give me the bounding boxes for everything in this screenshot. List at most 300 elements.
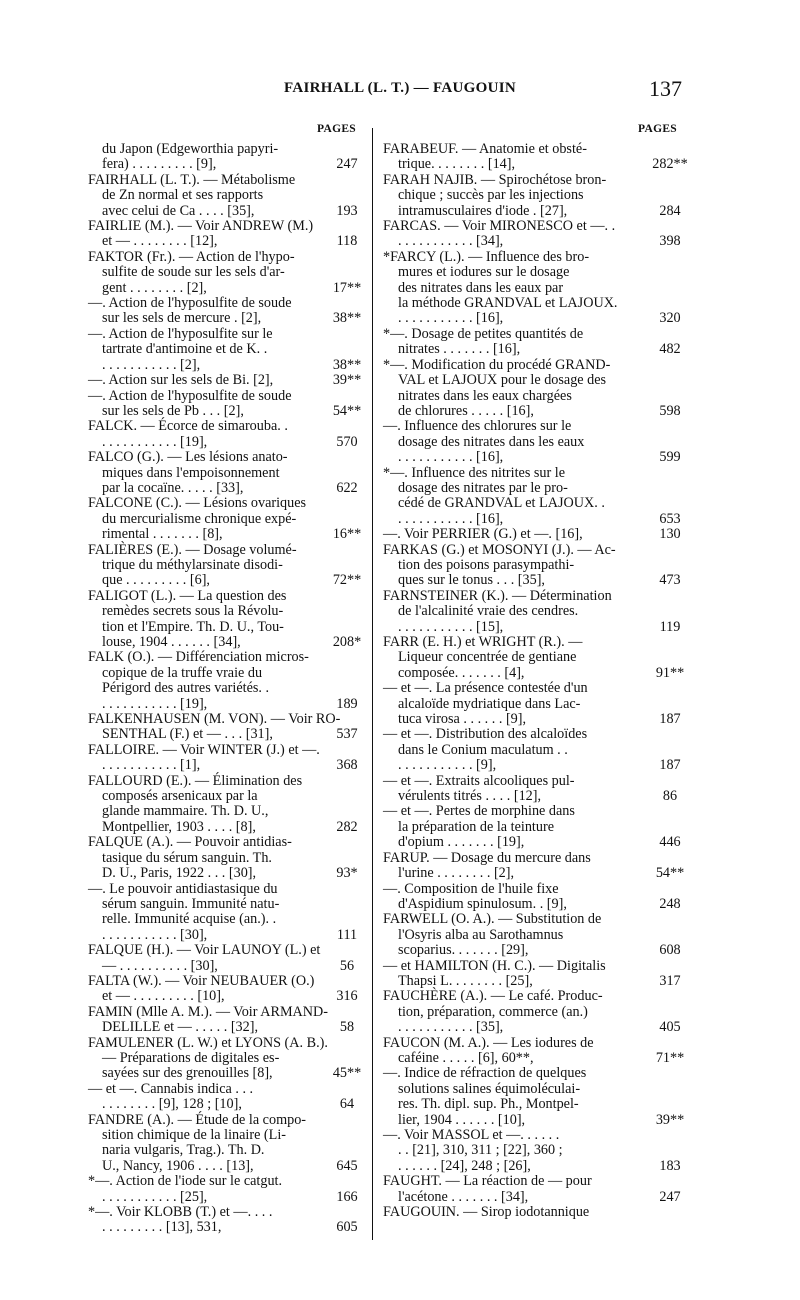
entry-text: —. Action de l'hyposulfite de soude bbox=[88, 387, 292, 404]
index-line bbox=[383, 156, 688, 173]
page-reference: 284 bbox=[659, 202, 681, 219]
index-line bbox=[383, 311, 683, 326]
entry-text: —. Composition de l'huile fixe bbox=[383, 880, 559, 897]
index-line bbox=[383, 1036, 683, 1051]
entry-text: tion et l'Empire. Th. D. U., Tou- bbox=[102, 618, 284, 635]
page-reference: 608 bbox=[659, 942, 681, 959]
entry-text: . . . . . . . . . . . [2], bbox=[102, 356, 201, 373]
page-reference: 598 bbox=[659, 402, 681, 419]
entry-text: FALKENHAUSEN (M. VON). — Voir RO- bbox=[88, 711, 341, 728]
entry-text: chique ; succès par les injections bbox=[398, 187, 584, 204]
index-line bbox=[88, 989, 362, 1004]
page-reference: 56 bbox=[339, 957, 355, 974]
entry-text: . . . . . . . . . . . [9], bbox=[398, 757, 497, 774]
page-reference: 537 bbox=[336, 726, 358, 743]
index-line bbox=[88, 974, 362, 989]
page-reference: 247 bbox=[659, 1188, 681, 1205]
entry-text: FALQUE (H.). — Voir LAUNOY (L.) et bbox=[88, 942, 321, 959]
index-line bbox=[88, 1082, 362, 1097]
index-line bbox=[383, 204, 683, 219]
entry-text: FAUGHT. — La réaction de — pour bbox=[383, 1173, 592, 1190]
index-line bbox=[88, 635, 362, 650]
entry-text: de Zn normal et ses rapports bbox=[102, 187, 264, 204]
entry-text: . . . . . . . . . . . [16], bbox=[398, 449, 504, 466]
index-line bbox=[88, 311, 362, 326]
index-line bbox=[383, 1205, 683, 1220]
page-reference: 398 bbox=[659, 233, 681, 250]
entry-text: alcaloïde mydriatique dans Lac- bbox=[398, 695, 581, 712]
entry-text: — Préparations de digitales es- bbox=[102, 1049, 280, 1066]
index-line bbox=[88, 481, 362, 496]
entry-text: l'acétone . . . . . . . [34], bbox=[398, 1188, 529, 1205]
entry-text: FARAH NAJIB. — Spirochétose bron- bbox=[383, 171, 607, 188]
index-line bbox=[383, 466, 683, 481]
index-line bbox=[88, 758, 362, 773]
index-line bbox=[88, 589, 362, 604]
entry-text: . . . . . . . . . . . [16], bbox=[398, 310, 504, 327]
index-line bbox=[383, 1082, 683, 1097]
entry-text: FARUP. — Dosage du mercure dans bbox=[383, 849, 591, 866]
index-line bbox=[88, 1159, 362, 1174]
index-line bbox=[88, 1051, 362, 1066]
entry-text: miques dans l'empoisonnement bbox=[102, 464, 280, 481]
index-line bbox=[383, 1020, 683, 1035]
page-reference: 54** bbox=[655, 865, 685, 882]
entry-text: FARKAS (G.) et MOSONYI (J.). — Ac- bbox=[383, 541, 616, 558]
index-line bbox=[88, 281, 362, 296]
page-reference: 599 bbox=[659, 449, 681, 466]
index-line bbox=[383, 1159, 683, 1174]
page-reference: 86 bbox=[662, 788, 678, 805]
page-reference: 58 bbox=[339, 1019, 355, 1036]
index-line bbox=[383, 897, 683, 912]
page-reference: 645 bbox=[336, 1157, 358, 1174]
index-line bbox=[88, 1066, 362, 1081]
index-line bbox=[88, 142, 362, 157]
entry-text: —. Action de l'hyposulfite sur le bbox=[88, 325, 273, 342]
entry-text: *—. Action de l'iode sur le catgut. bbox=[88, 1173, 283, 1190]
entry-text: — . . . . . . . . . . [30], bbox=[102, 957, 218, 974]
index-line bbox=[383, 681, 683, 696]
index-line bbox=[88, 1128, 362, 1143]
index-line bbox=[383, 666, 683, 681]
entry-text: . . . . . . . . . . . [19], bbox=[102, 433, 208, 450]
entry-text: trique du méthylarsinate disodi- bbox=[102, 556, 283, 573]
index-line bbox=[383, 650, 683, 665]
index-line bbox=[383, 604, 683, 619]
index-line bbox=[383, 404, 683, 419]
index-line bbox=[88, 512, 362, 527]
entry-text: tuca virosa . . . . . . [9], bbox=[398, 711, 527, 728]
index-line bbox=[383, 959, 683, 974]
page-reference: 187 bbox=[659, 757, 681, 774]
entry-text: *—. Modification du procédé GRAND- bbox=[383, 356, 611, 373]
index-line bbox=[88, 250, 362, 265]
entry-text: — et —. La présence contestée d'un bbox=[383, 680, 588, 697]
entry-text: —. Indice de réfraction de quelques bbox=[383, 1065, 587, 1082]
entry-text: FARWELL (O. A.). — Substitution de bbox=[383, 911, 602, 928]
index-line bbox=[383, 373, 683, 388]
entry-text: . . . . . . . . . . . [30], bbox=[102, 926, 208, 943]
left-column bbox=[88, 142, 362, 1236]
index-line bbox=[383, 234, 683, 249]
page-reference: 282 bbox=[336, 818, 358, 835]
page-header bbox=[0, 78, 800, 102]
index-line bbox=[88, 1174, 362, 1189]
index-line bbox=[383, 697, 683, 712]
index-line bbox=[88, 789, 362, 804]
page-reference: 38** bbox=[332, 356, 362, 373]
entry-text: — et —. Distribution des alcaloïdes bbox=[383, 726, 588, 743]
index-line bbox=[88, 1097, 362, 1112]
page-reference: 93* bbox=[336, 865, 358, 882]
page-reference: 570 bbox=[336, 433, 358, 450]
index-line bbox=[383, 866, 683, 881]
index-line bbox=[383, 1066, 683, 1081]
index-line bbox=[88, 897, 362, 912]
index-line bbox=[88, 697, 362, 712]
page-reference: 16** bbox=[332, 526, 362, 543]
entry-text: louse, 1904 . . . . . . [34], bbox=[102, 634, 241, 650]
index-line bbox=[383, 219, 683, 234]
entry-text: d'Aspidium spinulosum. . [9], bbox=[398, 895, 567, 912]
page-reference: 482 bbox=[659, 341, 681, 358]
entry-text: naria vulgaris, Trag.). Th. D. bbox=[102, 1142, 265, 1159]
index-line bbox=[88, 959, 362, 974]
index-line bbox=[383, 419, 683, 434]
entry-text: U., Nancy, 1906 . . . . [13], bbox=[102, 1157, 254, 1174]
entry-text: . . . . . . . . . . . [34], bbox=[398, 233, 504, 250]
index-line bbox=[383, 912, 683, 927]
index-line bbox=[88, 219, 362, 234]
index-line bbox=[88, 1190, 362, 1205]
entry-text: — et —. Pertes de morphine dans bbox=[383, 803, 575, 820]
page-reference: 405 bbox=[659, 1019, 681, 1036]
entry-text: — et —. Extraits alcooliques pul- bbox=[383, 772, 575, 789]
entry-text: FALK (O.). — Différenciation micros- bbox=[88, 649, 309, 666]
index-line bbox=[383, 296, 683, 311]
index-line bbox=[88, 712, 362, 727]
index-line bbox=[88, 743, 362, 758]
index-line bbox=[88, 265, 362, 280]
entry-text: FALLOIRE. — Voir WINTER (J.) et —. bbox=[88, 741, 320, 758]
index-line bbox=[88, 912, 362, 927]
entry-text: du Japon (Edgeworthia papyri- bbox=[102, 141, 279, 157]
index-line bbox=[88, 851, 362, 866]
index-line bbox=[88, 204, 362, 219]
right-column-pages-header: PAGES bbox=[638, 123, 677, 135]
index-line bbox=[88, 1205, 362, 1220]
index-line bbox=[88, 1143, 362, 1158]
page-reference: 316 bbox=[336, 988, 358, 1005]
index-line bbox=[88, 466, 362, 481]
entry-text: *—. Dosage de petites quantités de bbox=[383, 325, 584, 342]
index-line bbox=[88, 558, 362, 573]
index-line bbox=[383, 589, 683, 604]
entry-text: FAUCHÈRE (A.). — Le café. Produc- bbox=[383, 988, 603, 1005]
index-line bbox=[383, 1128, 683, 1143]
index-line bbox=[383, 1143, 683, 1158]
index-line bbox=[88, 543, 362, 558]
index-line bbox=[88, 666, 362, 681]
index-line bbox=[383, 804, 683, 819]
index-line bbox=[88, 157, 362, 172]
page-reference: 38** bbox=[332, 310, 362, 327]
page-reference: 189 bbox=[336, 695, 358, 712]
entry-text: composés arsenicaux par la bbox=[102, 788, 258, 805]
index-line bbox=[383, 758, 683, 773]
index-line bbox=[88, 1220, 362, 1235]
page-reference: 119 bbox=[659, 618, 681, 635]
page-reference: 130 bbox=[659, 526, 681, 543]
entry-text: FAMIN (Mlle A. M.). — Voir ARMAND- bbox=[88, 1003, 329, 1020]
entry-text: — et —. Cannabis indica . . . bbox=[88, 1080, 254, 1097]
entry-text: . . . . . . . . . . . [25], bbox=[102, 1188, 208, 1205]
index-line bbox=[383, 173, 683, 188]
entry-text: tartrate d'antimoine et de K. . bbox=[102, 341, 268, 358]
index-line bbox=[88, 1036, 362, 1051]
entry-text: FAMULENER (L. W.) et LYONS (A. B.). bbox=[88, 1034, 328, 1051]
index-line bbox=[88, 296, 362, 311]
index-line bbox=[383, 1097, 683, 1112]
entry-text: rimental . . . . . . . [8], bbox=[102, 526, 223, 543]
entry-text: caféine . . . . . [6], 60**, bbox=[398, 1049, 534, 1066]
entry-text: l'Osyris alba au Sarothamnus bbox=[398, 926, 564, 943]
page-reference: 54** bbox=[332, 402, 362, 419]
page-reference: 605 bbox=[336, 1219, 358, 1236]
entry-text: tion, préparation, commerce (an.) bbox=[398, 1003, 588, 1020]
page-number: 137 bbox=[649, 76, 682, 101]
index-line bbox=[383, 712, 683, 727]
index-line bbox=[383, 543, 683, 558]
index-line bbox=[383, 928, 683, 943]
index-line bbox=[383, 851, 683, 866]
entry-text: solutions salines équimoléculai- bbox=[398, 1080, 581, 1097]
entry-text: avec celui de Ca . . . . [35], bbox=[102, 202, 255, 219]
entry-text: —. Action sur les sels de Bi. [2], bbox=[88, 372, 274, 389]
entry-text: relle. Immunité acquise (an.). . bbox=[102, 911, 277, 928]
index-line bbox=[88, 866, 362, 881]
page-reference: 282** bbox=[652, 156, 688, 173]
entry-text: l'urine . . . . . . . . [2], bbox=[398, 865, 515, 882]
index-line bbox=[383, 635, 683, 650]
entry-text: tasique du sérum sanguin. Th. bbox=[102, 849, 272, 866]
entry-text: du mercurialisme chronique expé- bbox=[102, 510, 297, 527]
right-column bbox=[383, 141, 688, 1221]
entry-text: . . . . . . . . . . . [15], bbox=[398, 618, 504, 635]
entry-text: par la cocaïne. . . . . [33], bbox=[102, 479, 244, 496]
entry-text: nitrates dans les eaux chargées bbox=[398, 387, 572, 404]
page-reference: 64 bbox=[339, 1096, 355, 1113]
page-reference: 166 bbox=[336, 1188, 358, 1205]
page-reference: 247 bbox=[336, 156, 358, 173]
page-reference: 320 bbox=[659, 310, 681, 327]
entry-text: la préparation de la teinture bbox=[398, 818, 554, 835]
entry-text: FARCAS. — Voir MIRONESCO et —. . bbox=[383, 218, 616, 235]
page-reference: 248 bbox=[659, 895, 681, 912]
entry-text: FALCONE (C.). — Lésions ovariques bbox=[88, 495, 307, 512]
index-line bbox=[88, 620, 362, 635]
entry-text: Liqueur concentrée de gentiane bbox=[398, 649, 577, 666]
index-line bbox=[383, 943, 683, 958]
entry-text: Périgord des autres variétés. . bbox=[102, 680, 270, 697]
entry-text: d'opium . . . . . . . [19], bbox=[398, 834, 525, 851]
entry-text: . . . . . . . . . . . [1], bbox=[102, 757, 201, 774]
entry-text: —. Action de l'hyposulfite de soude bbox=[88, 295, 292, 312]
entry-text: que . . . . . . . . . [6], bbox=[102, 572, 210, 589]
entry-text: . . . . . . . . [9], 128 ; [10], bbox=[102, 1096, 242, 1113]
page-reference: 39** bbox=[332, 372, 362, 389]
index-line bbox=[383, 389, 683, 404]
index-line bbox=[88, 928, 362, 943]
index-line bbox=[383, 620, 683, 635]
index-line bbox=[88, 389, 362, 404]
entry-text: gent . . . . . . . . [2], bbox=[102, 279, 207, 296]
entry-text: FARR (E. H.) et WRIGHT (R.). — bbox=[383, 634, 583, 650]
entry-text: FANDRE (A.). — Étude de la compo- bbox=[88, 1111, 307, 1128]
index-line bbox=[88, 234, 362, 249]
index-line bbox=[383, 558, 683, 573]
entry-text: et — . . . . . . . . [12], bbox=[102, 233, 218, 250]
index-line bbox=[88, 342, 362, 357]
index-line bbox=[88, 774, 362, 789]
index-line bbox=[383, 727, 683, 742]
index-line bbox=[383, 188, 683, 203]
index-line bbox=[383, 774, 683, 789]
index-line bbox=[88, 327, 362, 342]
index-line bbox=[383, 142, 683, 157]
entry-text: FALCO (G.). — Les lésions anato- bbox=[88, 449, 288, 466]
entry-text: *—. Influence des nitrites sur le bbox=[383, 464, 566, 481]
page-reference: 111 bbox=[336, 926, 358, 943]
index-line bbox=[383, 1190, 683, 1205]
entry-text: FAUCON (M. A.). — Les iodures de bbox=[383, 1034, 594, 1051]
page-reference: 39** bbox=[655, 1111, 685, 1128]
index-line bbox=[88, 450, 362, 465]
entry-text: FAIRLIE (M.). — Voir ANDREW (M.) bbox=[88, 218, 314, 235]
index-line bbox=[88, 373, 362, 388]
index-line bbox=[88, 1113, 362, 1128]
entry-text: . . [21], 310, 311 ; [22], 360 ; bbox=[398, 1142, 563, 1159]
page-reference: 317 bbox=[659, 972, 681, 989]
index-line bbox=[383, 989, 683, 1004]
index-line bbox=[383, 1174, 683, 1189]
entry-text: glande mammaire. Th. D. U., bbox=[102, 803, 269, 820]
entry-text: dans le Conium maculatum . . bbox=[398, 741, 568, 758]
index-line bbox=[383, 281, 683, 296]
index-line bbox=[383, 496, 683, 511]
index-line bbox=[88, 943, 362, 958]
page-reference: 71** bbox=[655, 1049, 685, 1066]
index-line bbox=[88, 435, 362, 450]
page-reference: 208* bbox=[332, 634, 362, 650]
index-line bbox=[383, 789, 683, 804]
entry-text: sayées sur des grenouilles [8], bbox=[102, 1065, 273, 1082]
entry-text: DELILLE et — . . . . . [32], bbox=[102, 1019, 259, 1036]
index-line bbox=[88, 604, 362, 619]
entry-text: — et HAMILTON (H. C.). — Digitalis bbox=[383, 957, 606, 974]
index-line bbox=[88, 1020, 362, 1035]
entry-text: nitrates . . . . . . . [16], bbox=[398, 341, 521, 358]
page-reference: 187 bbox=[659, 711, 681, 728]
entry-text: ques sur le tonus . . . [35], bbox=[398, 572, 545, 589]
entry-text: remèdes secrets sous la Révolu- bbox=[102, 603, 284, 620]
entry-text: Montpellier, 1903 . . . . [8], bbox=[102, 818, 256, 835]
entry-text: sur les sels de mercure . [2], bbox=[102, 310, 262, 327]
index-line bbox=[88, 358, 362, 373]
entry-text: cédé de GRANDVAL et LAJOUX. . bbox=[398, 495, 605, 512]
index-line bbox=[383, 327, 683, 342]
index-line bbox=[88, 681, 362, 696]
index-line bbox=[88, 650, 362, 665]
entry-text: sur les sels de Pb . . . [2], bbox=[102, 402, 244, 419]
index-line bbox=[383, 450, 683, 465]
entry-text: vérulents titrés . . . . [12], bbox=[398, 788, 542, 805]
index-line bbox=[383, 481, 683, 496]
entry-text: —. Voir PERRIER (G.) et —. [16], bbox=[383, 526, 583, 543]
entry-text: FALQUE (A.). — Pouvoir antidias- bbox=[88, 834, 292, 851]
index-line bbox=[383, 512, 683, 527]
entry-text: VAL et LAJOUX pour le dosage des bbox=[398, 372, 607, 389]
entry-text: . . . . . . [24], 248 ; [26], bbox=[398, 1157, 531, 1174]
index-line bbox=[383, 527, 683, 542]
index-line bbox=[383, 1113, 683, 1128]
index-line bbox=[88, 820, 362, 835]
entry-text: FALCK. — Écorce de simarouba. . bbox=[88, 418, 288, 435]
index-line bbox=[383, 882, 683, 897]
entry-text: lier, 1904 . . . . . . [10], bbox=[398, 1111, 526, 1128]
entry-text: sulfite de soude sur les sels d'ar- bbox=[102, 264, 285, 281]
index-line bbox=[383, 342, 683, 357]
page-reference: 622 bbox=[336, 479, 358, 496]
entry-text: —. Voir MASSOL et —. . . . . . bbox=[383, 1127, 560, 1143]
entry-text: . . . . . . . . . . . [19], bbox=[102, 695, 208, 712]
index-line bbox=[383, 435, 683, 450]
index-line bbox=[383, 358, 683, 373]
entry-text: dosage des nitrates par le pro- bbox=[398, 479, 568, 496]
entry-text: FAKTOR (Fr.). — Action de l'hypo- bbox=[88, 248, 295, 265]
index-line bbox=[88, 835, 362, 850]
page-reference: 72** bbox=[332, 572, 362, 589]
index-line bbox=[383, 820, 683, 835]
index-line bbox=[383, 1005, 683, 1020]
entry-text: de l'alcalinité vraie des cendres. bbox=[398, 603, 579, 620]
page-reference: 368 bbox=[336, 757, 358, 774]
index-line bbox=[383, 835, 683, 850]
index-line bbox=[383, 743, 683, 758]
page-reference: 473 bbox=[659, 572, 681, 589]
entry-text: sition chimique de la linaire (Li- bbox=[102, 1127, 286, 1143]
left-column-pages-header: PAGES bbox=[317, 123, 356, 135]
entry-text: res. Th. dipl. sup. Ph., Montpel- bbox=[398, 1096, 579, 1113]
entry-text: dosage des nitrates dans les eaux bbox=[398, 433, 585, 450]
index-line bbox=[383, 265, 683, 280]
entry-text: D. U., Paris, 1922 . . . [30], bbox=[102, 865, 257, 882]
entry-text: la méthode GRANDVAL et LAJOUX. bbox=[398, 295, 618, 312]
entry-text: FAIRHALL (L. T.). — Métabolisme bbox=[88, 171, 296, 188]
entry-text: FAUGOUIN. — Sirop iodotannique bbox=[383, 1204, 590, 1221]
page-reference: 193 bbox=[336, 202, 358, 219]
index-line bbox=[88, 573, 362, 588]
entry-text: de chlorures . . . . . [16], bbox=[398, 402, 534, 419]
entry-text: . . . . . . . . . . . [16], bbox=[398, 510, 504, 527]
entry-text: fera) . . . . . . . . . [9], bbox=[102, 156, 217, 173]
page-reference: 91** bbox=[655, 664, 685, 681]
index-line bbox=[88, 882, 362, 897]
index-line bbox=[88, 404, 362, 419]
entry-text: FALTA (W.). — Voir NEUBAUER (O.) bbox=[88, 972, 315, 989]
entry-text: —. Le pouvoir antidiastasique du bbox=[88, 880, 278, 897]
